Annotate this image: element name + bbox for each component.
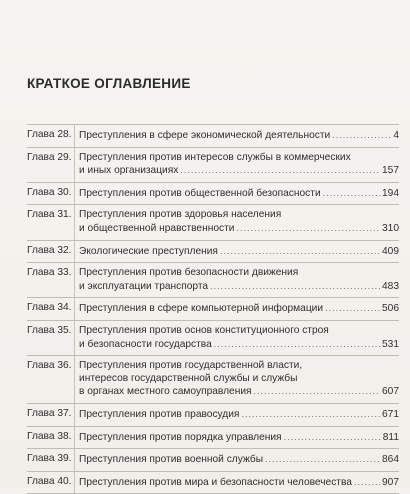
- chapter-number: Глава 30.: [27, 186, 72, 198]
- toc-entry: [27, 472, 399, 494]
- chapter-title-line: Преступления против мира и безопасности человечества: [79, 476, 352, 488]
- chapter-title-line: Преступления в сфере компьютерной информации: [79, 303, 324, 315]
- chapter-title: [79, 241, 399, 263]
- dot-leader: [236, 222, 380, 235]
- page-number: 157: [382, 165, 399, 177]
- toc-entry: [27, 321, 399, 356]
- chapter-title-last-line: [79, 302, 399, 316]
- dot-leader: [210, 280, 380, 293]
- chapter-title-line: Экологические преступления: [79, 245, 218, 257]
- toc-entry: [27, 148, 399, 183]
- dot-leader: [323, 187, 380, 200]
- column-divider: [74, 263, 75, 297]
- chapter-title: [79, 404, 399, 426]
- toc-entry: [27, 404, 399, 427]
- chapter-title-line: Преступления против правосудия: [79, 408, 240, 420]
- dot-leader: [332, 129, 391, 142]
- chapter-number: Глава 31.: [27, 209, 72, 221]
- chapter-title: [79, 449, 399, 471]
- chapter-title-line: и безопасности государства: [79, 338, 212, 350]
- page-number: 907: [382, 476, 399, 488]
- column-divider: [74, 125, 75, 147]
- chapter-title-last-line: [79, 187, 399, 201]
- page-number: 811: [382, 431, 399, 443]
- chapter-title: [79, 148, 399, 182]
- dot-leader: [180, 164, 380, 177]
- page-number: 310: [382, 222, 399, 234]
- chapter-title-line: и общественной нравственности: [79, 222, 235, 234]
- toc-entry: [27, 449, 399, 472]
- toc-entry: [27, 241, 399, 264]
- chapter-number: Глава 37.: [27, 407, 72, 419]
- chapter-title: [79, 125, 399, 147]
- chapter-title-line: Преступления против военной службы: [79, 454, 264, 466]
- dot-leader: [214, 338, 380, 351]
- column-divider: [74, 404, 75, 426]
- column-divider: [74, 148, 75, 182]
- column-divider: [74, 449, 75, 471]
- page-number: 864: [382, 454, 399, 466]
- page-number: 4: [393, 130, 399, 141]
- chapter-title-last-line: [79, 280, 399, 294]
- dot-leader: [284, 431, 381, 444]
- page-number: 194: [382, 187, 399, 199]
- chapter-title-line: Преступления против безопасности движения: [79, 267, 299, 279]
- chapter-number: Глава 40.: [27, 475, 72, 487]
- chapter-title-line: Преступления против здоровья населения: [79, 209, 282, 221]
- column-divider: [74, 356, 75, 403]
- chapter-title-last-line: [79, 338, 399, 352]
- chapter-number: Глава 35.: [27, 324, 72, 336]
- chapter-number: Глава 28.: [27, 129, 72, 140]
- page-number: 671: [382, 408, 399, 420]
- chapter-title: [79, 356, 399, 403]
- dot-leader: [241, 408, 380, 421]
- dot-leader: [325, 302, 380, 315]
- chapter-title-line: Преступления в сфере экономической деятельности: [79, 130, 331, 141]
- chapter-title-last-line: [79, 245, 399, 259]
- column-divider: [74, 472, 75, 494]
- column-divider: [74, 321, 75, 355]
- chapter-title-last-line: [79, 476, 399, 490]
- column-divider: [74, 427, 75, 449]
- chapter-number: Глава 32.: [27, 244, 72, 256]
- chapter-number: Глава 36.: [27, 360, 72, 372]
- chapter-title-last-line: [79, 408, 399, 422]
- chapter-title-last-line: [79, 164, 399, 178]
- chapter-title: [79, 298, 399, 320]
- chapter-title-line: в органах местного самоуправления: [79, 386, 252, 398]
- toc-entry: [27, 205, 399, 240]
- page-number: 409: [382, 245, 399, 257]
- toc-entry: [27, 427, 399, 450]
- chapter-title-last-line: [79, 129, 399, 143]
- chapter-number: Глава 39.: [27, 453, 72, 465]
- chapter-number: Глава 38.: [27, 430, 72, 442]
- toc-entry: [27, 356, 399, 404]
- chapter-title-last-line: [79, 222, 399, 236]
- column-divider: [74, 298, 75, 320]
- column-divider: [74, 183, 75, 205]
- chapter-title-line: Преступления против общественной безопасности: [79, 187, 321, 199]
- page-number: 607: [382, 386, 399, 398]
- chapter-title-line: Преступления против государственной власти,: [79, 360, 303, 372]
- toc-entry: [27, 124, 399, 148]
- dot-leader: [265, 453, 380, 466]
- chapter-title: [79, 427, 399, 449]
- column-divider: [74, 241, 75, 263]
- page-number: 483: [382, 280, 399, 292]
- chapter-title-line: и иных организациях: [79, 165, 179, 177]
- chapter-title: [79, 183, 399, 205]
- chapter-title-last-line: [79, 453, 399, 467]
- toc-entry: [27, 183, 399, 206]
- dot-leader: [254, 385, 380, 398]
- chapter-title-line: Преступления против интересов службы в коммерческих: [79, 151, 351, 163]
- chapter-number: Глава 34.: [27, 302, 72, 314]
- page-number: 531: [382, 338, 399, 350]
- toc-entry: [27, 298, 399, 321]
- dot-leader: [220, 245, 380, 258]
- chapter-title-line: и эксплуатации транспорта: [79, 280, 209, 292]
- chapter-title: [79, 472, 399, 494]
- chapter-title-last-line: [79, 431, 399, 445]
- page-number: 506: [382, 303, 399, 315]
- chapter-title-last-line: [79, 385, 399, 399]
- column-divider: [74, 205, 75, 239]
- chapter-title: [79, 321, 399, 355]
- chapter-number: Глава 29.: [27, 151, 72, 163]
- table-of-contents: [27, 124, 399, 494]
- chapter-title-line: интересов государственной службы и службы: [79, 372, 298, 384]
- page-title: КРАТКОЕ ОГЛАВЛЕНИЕ: [27, 76, 191, 91]
- chapter-number: Глава 33.: [27, 267, 72, 279]
- chapter-title-line: Преступления против основ конституционного строя: [79, 324, 329, 336]
- chapter-title: [79, 263, 399, 297]
- toc-entry: [27, 263, 399, 298]
- chapter-title-line: Преступления против порядка управления: [79, 431, 282, 443]
- chapter-title: [79, 205, 399, 239]
- dot-leader: [354, 476, 380, 489]
